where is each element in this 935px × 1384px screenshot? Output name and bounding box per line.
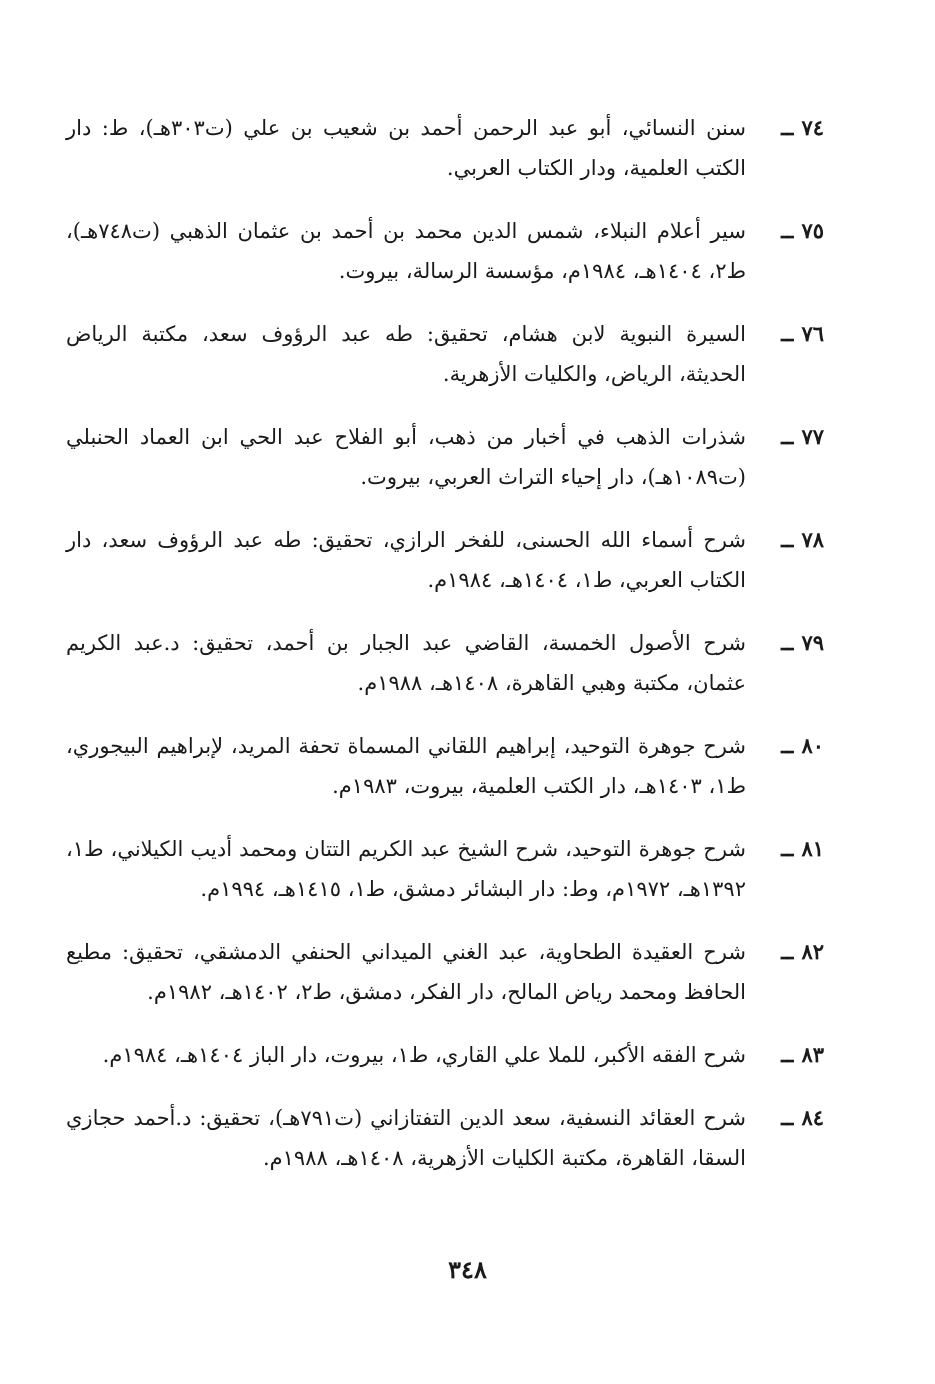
entry-text: سير أعلام النبلاء، شمس الدين محمد بن أحمد بن عثمان الذهبي (ت٧٤٨هـ)، ط٢، ١٤٠٤هـ، ١٩٨٤م، مؤسسة الرسالة، بيروت.	[66, 219, 746, 283]
entry-separator: ــ	[781, 218, 794, 243]
entry-separator: ــ	[781, 836, 794, 861]
entry-separator: ــ	[781, 527, 794, 552]
entry-text: شرح العقيدة الطحاوية، عبد الغني الميداني الحنفي الدمشقي، تحقيق: مطيع الحافظ ومحمد رياض المالح، دار الفكر، دمشق، ط٢، ١٤٠٢هـ، ١٩٨٢م.	[66, 940, 746, 1004]
entry-text: شرح الأصول الخمسة، القاضي عبد الجبار بن أحمد، تحقيق: د.عبد الكريم عثمان، مكتبة وهبي القاهرة، ١٤٠٨هـ، ١٩٨٨م.	[66, 631, 746, 695]
entry-separator: ــ	[781, 115, 794, 140]
entry-number: ٨١ــ	[781, 836, 824, 861]
entry-number: ٧٦ــ	[781, 321, 824, 346]
entry-separator: ــ	[781, 1105, 794, 1130]
entry-number: ٧٧ــ	[781, 424, 824, 449]
bibliography-entry	[66, 829, 824, 909]
entry-number: ٧٤ــ	[781, 115, 824, 140]
entry-separator: ــ	[781, 733, 794, 758]
entry-text: سنن النسائي، أبو عبد الرحمن أحمد بن شعيب بن علي (ت٣٠٣هـ)، ط: دار الكتب العلمية، ودار الكتاب العربي.	[66, 116, 746, 180]
entry-separator: ــ	[781, 1042, 794, 1067]
entry-separator: ــ	[781, 321, 794, 346]
entry-number: ٨٤ــ	[781, 1105, 824, 1130]
entry-text: شرح جوهرة التوحيد، شرح الشيخ عبد الكريم التتان ومحمد أديب الكيلاني، ط١، ١٣٩٢هـ، ١٩٧٢م، وط: دار البشائر دمشق، ط١، ١٤١٥هـ، ١٩٩٤م.	[66, 837, 746, 901]
bibliography-entry	[66, 726, 824, 806]
entry-number: ٧٩ــ	[781, 630, 824, 655]
bibliography-list	[66, 108, 824, 1201]
entry-number: ٨٢ــ	[781, 939, 824, 964]
bibliography-entry	[66, 520, 824, 600]
bibliography-entry	[66, 417, 824, 497]
entry-separator: ــ	[781, 424, 794, 449]
bibliography-entry	[66, 211, 824, 291]
entry-text: السيرة النبوية لابن هشام، تحقيق: طه عبد الرؤوف سعد، مكتبة الرياض الحديثة، الرياض، والكليات الأزهرية.	[66, 322, 746, 386]
bibliography-entry	[66, 1098, 824, 1178]
entry-text: شرح الفقه الأكبر، للملا علي القاري، ط١، بيروت، دار الباز ١٤٠٤هـ، ١٩٨٤م.	[102, 1043, 746, 1067]
entry-text: شرح جوهرة التوحيد، إبراهيم اللقاني المسماة تحفة المريد، لإبراهيم البيجوري، ط١، ١٤٠٣هـ، دار الكتب العلمية، بيروت، ١٩٨٣م.	[66, 734, 746, 798]
entry-separator: ــ	[781, 630, 794, 655]
entry-separator: ــ	[781, 939, 794, 964]
entry-text: شرح العقائد النسفية، سعد الدين التفتازاني (ت٧٩١هـ)، تحقيق: د.أحمد حجازي السقا، القاهرة، مكتبة الكليات الأزهرية، ١٤٠٨هـ، ١٩٨٨م.	[66, 1106, 746, 1170]
entry-number: ٨٠ــ	[781, 733, 824, 758]
entry-number: ٧٥ــ	[781, 218, 824, 243]
page-number: ٣٤٨	[448, 1255, 487, 1284]
bibliography-entry	[66, 1035, 824, 1075]
entry-number: ٧٨ــ	[781, 527, 824, 552]
bibliography-entry	[66, 108, 824, 188]
entry-text: شرح أسماء الله الحسنى، للفخر الرازي، تحقيق: طه عبد الرؤوف سعد، دار الكتاب العربي، ط١، ١٤٠٤هـ، ١٩٨٤م.	[66, 528, 746, 592]
bibliography-entry	[66, 314, 824, 394]
bibliography-entry	[66, 623, 824, 703]
bibliography-entry	[66, 932, 824, 1012]
entry-text: شذرات الذهب في أخبار من ذهب، أبو الفلاح عبد الحي ابن العماد الحنبلي (ت١٠٨٩هـ)، دار إحياء التراث العربي، بيروت.	[66, 425, 746, 489]
entry-number: ٨٣ــ	[781, 1042, 824, 1067]
